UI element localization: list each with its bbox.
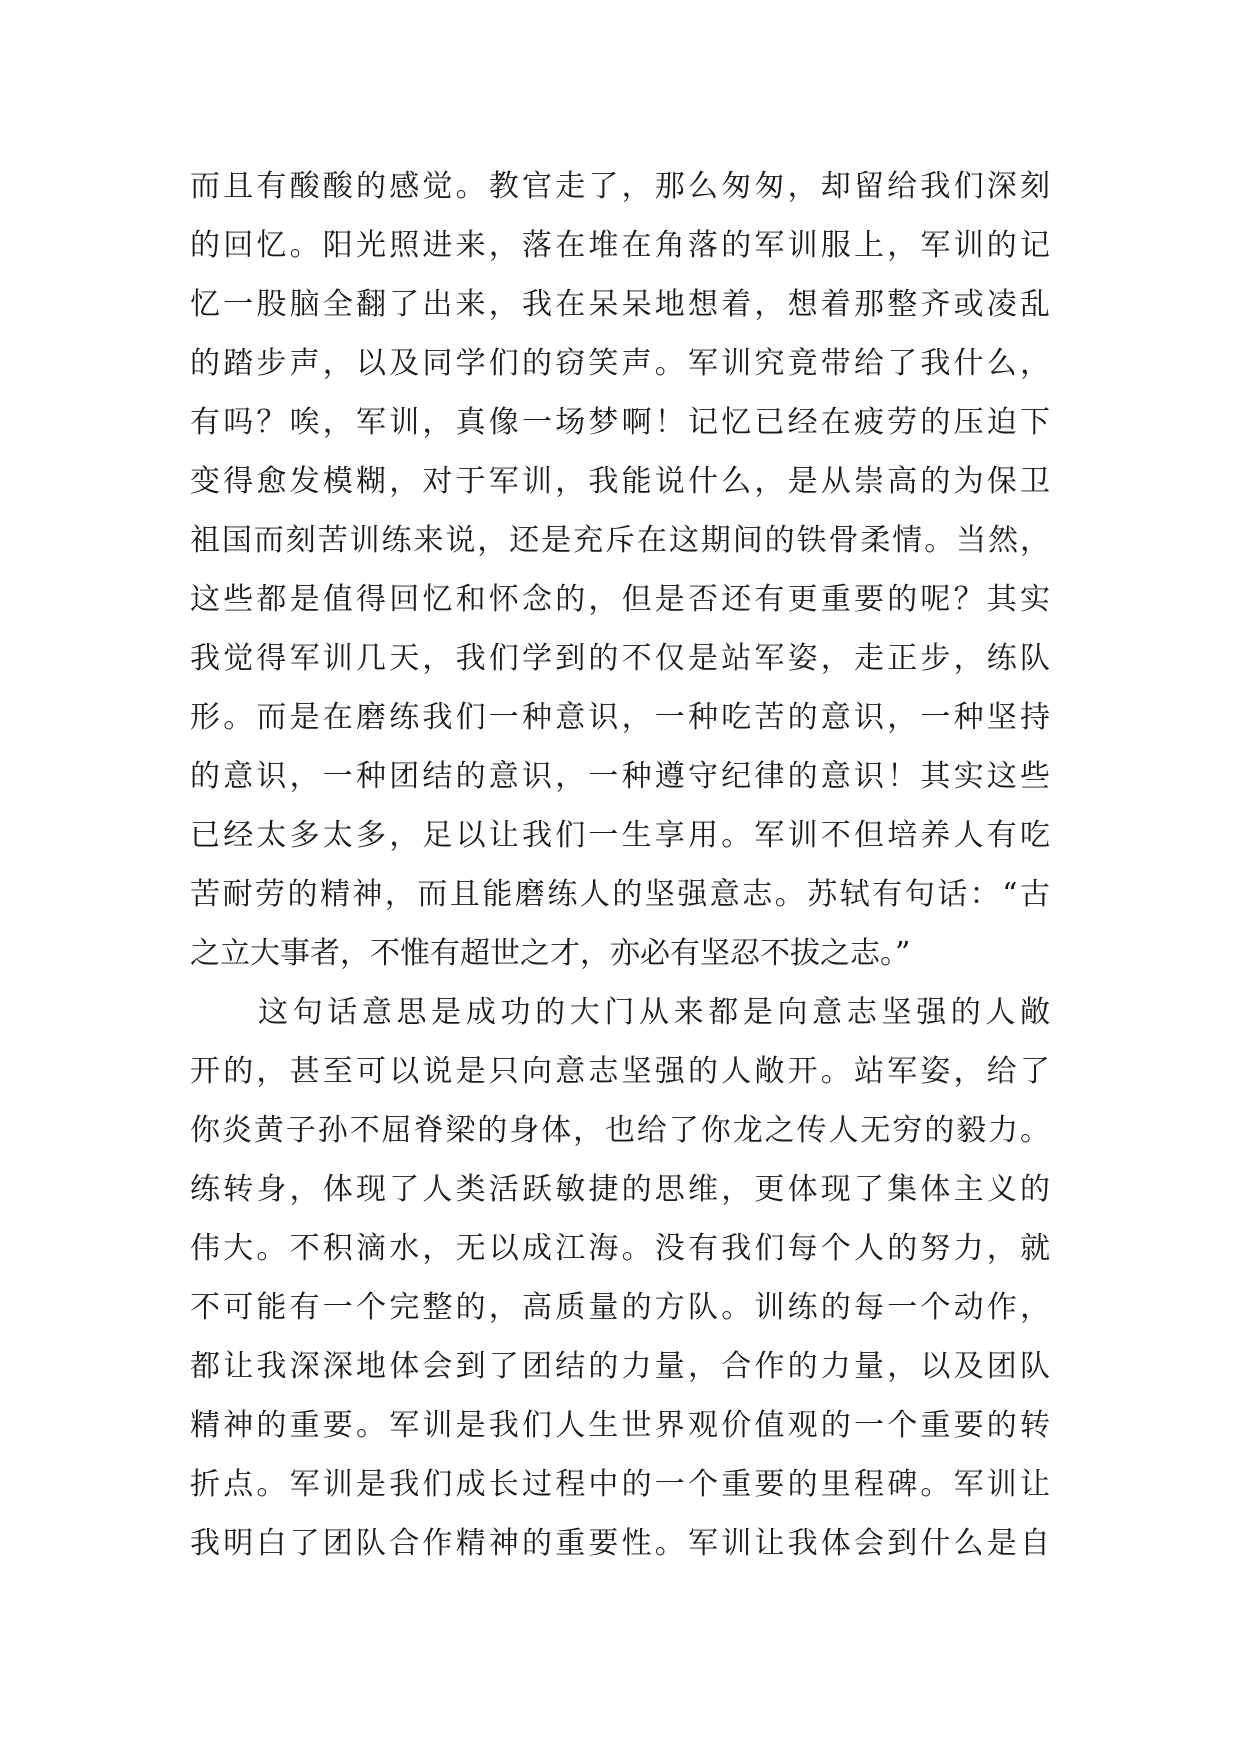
text-line: 这些都是值得回忆和怀念的，但是否还有更重要的呢？其实 bbox=[190, 582, 1050, 617]
text-line: 忆一股脑全翻了出来，我在呆呆地想着，想着那整齐或凌乱 bbox=[190, 287, 1050, 322]
text-line: 都让我深深地体会到了团结的力量，合作的力量，以及团队 bbox=[190, 1349, 1050, 1384]
text-line: 苦耐劳的精神，而且能磨练人的坚强意志。苏轼有句话：“古 bbox=[190, 877, 1050, 912]
text-line: 形。而是在磨练我们一种意识，一种吃苦的意识，一种坚持 bbox=[190, 700, 1050, 735]
text-line: 你炎黄子孙不屈脊梁的身体，也给了你龙之传人无穷的毅力。 bbox=[190, 1113, 1050, 1148]
text-line: 不可能有一个完整的，高质量的方队。训练的每一个动作， bbox=[190, 1290, 1050, 1325]
paragraph-2 bbox=[190, 983, 1050, 1573]
text-line: 的回忆。阳光照进来，落在堆在角落的军训服上，军训的记 bbox=[190, 228, 1050, 263]
text-line: 的踏步声，以及同学们的窃笑声。军训究竟带给了我什么， bbox=[190, 346, 1050, 381]
text-line: 的意识，一种团结的意识，一种遵守纪律的意识！其实这些 bbox=[190, 759, 1050, 794]
text-line: 我觉得军训几天，我们学到的不仅是站军姿，走正步，练队 bbox=[190, 641, 1050, 676]
text-line: 祖国而刻苦训练来说，还是充斥在这期间的铁骨柔情。当然， bbox=[190, 523, 1050, 558]
text-line: 而且有酸酸的感觉。教官走了，那么匆匆，却留给我们深刻 bbox=[190, 169, 1050, 204]
text-line: 我明白了团队合作精神的重要性。军训让我体会到什么是自 bbox=[190, 1526, 1050, 1561]
text-line: 折点。军训是我们成长过程中的一个重要的里程碑。军训让 bbox=[190, 1467, 1050, 1502]
text-line: 这句话意思是成功的大门从来都是向意志坚强的人敞 bbox=[258, 995, 1050, 1030]
text-line: 已经太多太多，足以让我们一生享用。军训不但培养人有吃 bbox=[190, 818, 1050, 853]
document-body bbox=[190, 157, 1050, 1573]
text-line: 有吗？唉，军训，真像一场梦啊！记忆已经在疲劳的压迫下 bbox=[190, 405, 1050, 440]
text-line: 伟大。不积滴水，无以成江海。没有我们每个人的努力，就 bbox=[190, 1231, 1050, 1266]
paragraph-1 bbox=[190, 157, 1050, 983]
text-line: 练转身，体现了人类活跃敏捷的思维，更体现了集体主义的 bbox=[190, 1172, 1050, 1207]
text-line: 精神的重要。军训是我们人生世界观价值观的一个重要的转 bbox=[190, 1408, 1050, 1443]
text-line: 变得愈发模糊，对于军训，我能说什么，是从崇高的为保卫 bbox=[190, 464, 1050, 499]
text-line: 开的，甚至可以说是只向意志坚强的人敞开。站军姿，给了 bbox=[190, 1054, 1050, 1089]
text-line: 之立大事者，不惟有超世之才，亦必有坚忍不拔之志。” bbox=[190, 936, 911, 971]
